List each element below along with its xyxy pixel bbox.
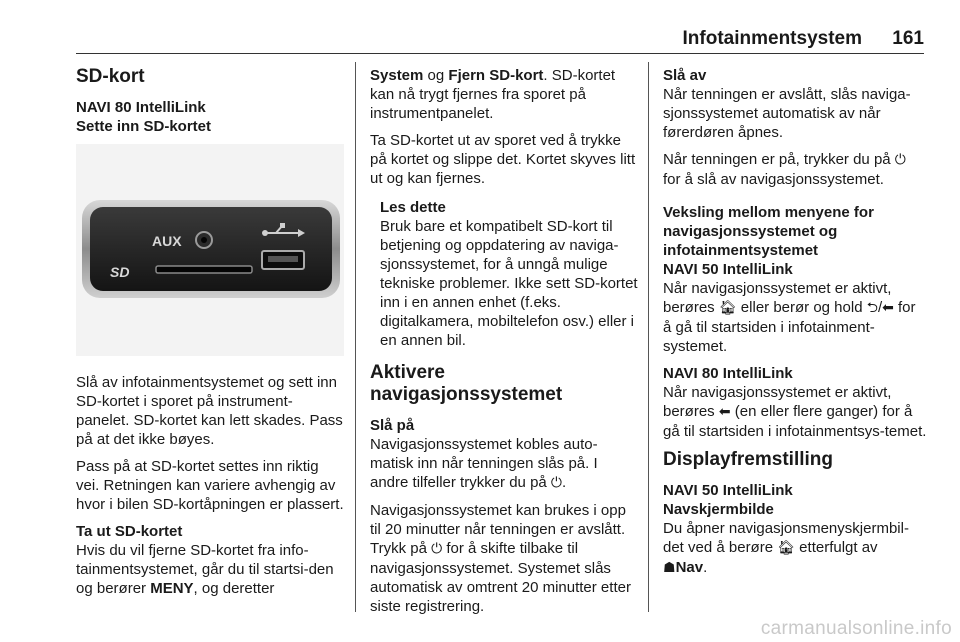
text: Når tenningen er på, trykker du på bbox=[663, 151, 895, 168]
text: Navigasjonssystemet kobles auto-matisk inn når tenningen slås på. I andre tilfeller trykker du på bbox=[370, 436, 598, 491]
menu-keyword: MENY bbox=[150, 580, 194, 597]
nav-keyword: Nav bbox=[675, 559, 704, 576]
remove-heading: Ta ut SD-kortet bbox=[76, 523, 183, 540]
paragraph: Når tenningen er avslått, slås naviga-sjonssystemet automatisk av når førerdøren åpnes. bbox=[663, 86, 911, 141]
aux-label: AUX bbox=[152, 233, 182, 249]
text: , og deretter bbox=[193, 580, 275, 597]
on-heading: Slå på bbox=[370, 417, 415, 434]
text: Når navigasjonssystemet er aktivt, berøres bbox=[663, 280, 892, 316]
paragraph bbox=[663, 383, 927, 441]
text: Du åpner navigasjonsmenyskjermbil-det ved å berøre bbox=[663, 520, 909, 556]
note-box bbox=[380, 198, 638, 350]
power-icon: ⏻ bbox=[894, 152, 906, 168]
navi-50-label: NAVI 50 IntelliLink bbox=[663, 482, 793, 499]
text: etterfulgt av bbox=[795, 539, 878, 556]
navi-50-label: NAVI 50 IntelliLink bbox=[663, 261, 793, 278]
paragraph bbox=[663, 150, 927, 189]
paragraph bbox=[663, 279, 927, 356]
text: Hvis du vil fjerne SD-kortet fra info-tainmentsystemet, går du til startsi-den og berører bbox=[76, 542, 334, 597]
switch-heading: Veksling mellom menyene for navigasjonssystemet og infotainmentsystemet bbox=[663, 204, 874, 259]
column-3 bbox=[663, 66, 927, 586]
left-arrow-icon: ⬅ bbox=[882, 300, 894, 316]
paragraph bbox=[370, 435, 638, 493]
back-arrow-icon: ⮌ bbox=[866, 300, 878, 316]
off-heading: Slå av bbox=[663, 67, 707, 84]
paragraph: Ta SD-kortet ut av sporet ved å trykke på kortet og slippe det. Kortet skyves litt ut og kan fjernes. bbox=[370, 132, 636, 187]
system-keyword: System bbox=[370, 67, 424, 84]
sd-slot-illustration bbox=[76, 144, 344, 356]
left-arrow-icon: ⬅ bbox=[718, 404, 731, 420]
note-text: Bruk bare et kompatibelt SD-kort til betjening og oppdatering av naviga-sjonssystemet, for å unngå mulige tekniske problemer. Ikke sett SD-kortet inn i en annen enhet (f.eks. digitalkamera, mobiltelefon osv.) eller i en annen bil. bbox=[380, 218, 638, 349]
nav-screen-heading: Navskjermbilde bbox=[663, 501, 774, 518]
navigation-icon: ☗ bbox=[663, 560, 676, 576]
page-header bbox=[76, 28, 924, 52]
text: / bbox=[877, 299, 883, 316]
navi-80-label: NAVI 80 IntelliLink bbox=[76, 99, 206, 116]
column-2 bbox=[370, 66, 638, 624]
paragraph: Pass på at SD-kortet settes inn riktig vei. Retningen kan variere avhengig av hvor i bilen SD-kortåpningen er plassert. bbox=[76, 458, 344, 513]
sd-label: SD bbox=[110, 264, 130, 280]
navi-80-label: NAVI 80 IntelliLink bbox=[663, 365, 793, 382]
power-icon: ⏻ bbox=[550, 475, 562, 491]
column-1 bbox=[76, 66, 344, 606]
note-title: Les dette bbox=[380, 199, 446, 216]
text: og bbox=[423, 67, 449, 84]
power-icon: ⏻ bbox=[431, 541, 443, 557]
sd-card-slot bbox=[156, 266, 252, 273]
text: eller berør og hold bbox=[736, 299, 867, 316]
paragraph bbox=[76, 541, 344, 598]
paragraph bbox=[370, 66, 638, 123]
remove-sd-keyword: Fjern SD-kort bbox=[448, 67, 544, 84]
section-title-sd-card: SD-kort bbox=[76, 66, 145, 87]
paragraph bbox=[370, 501, 638, 616]
insert-heading: Sette inn SD-kortet bbox=[76, 118, 212, 135]
text: . SD-kortet kan nå trygt fjernes fra sporet på instrumentpanelet. bbox=[370, 67, 616, 122]
text: for å skifte tilbake til navigasjonssystemet. Systemet slås automatisk av omtrent 20 minutter etter siste registrering. bbox=[370, 540, 631, 615]
sd-slot-photo bbox=[76, 144, 344, 356]
text: . bbox=[703, 559, 708, 576]
page-number: 161 bbox=[892, 28, 924, 49]
column-divider bbox=[355, 62, 356, 612]
text: . bbox=[562, 474, 567, 491]
header-rule bbox=[76, 53, 924, 54]
home-icon: 🏠︎ bbox=[718, 300, 737, 316]
home-icon: 🏠︎ bbox=[777, 540, 796, 556]
text: Navigasjonssystemet kan brukes i opp til 20 minutter når tenningen er avslått. Trykk på bbox=[370, 502, 626, 557]
text: (en eller flere ganger) for å gå til startsiden i infotainmentsys-temet. bbox=[663, 403, 927, 440]
paragraph: Slå av infotainmentsystemet og sett inn SD-kortet i sporet på instrument-panelet. SD-kortet kan lett skades. Pass på at det ikke bøyes. bbox=[76, 374, 343, 448]
watermark: carmanualsonline.info bbox=[760, 618, 952, 639]
text: Når navigasjonssystemet er aktivt, berøres bbox=[663, 384, 892, 420]
paragraph bbox=[663, 519, 927, 578]
text: for å slå av navigasjonssystemet. bbox=[663, 171, 884, 188]
page-title: Infotainmentsystem bbox=[682, 28, 862, 49]
column-divider bbox=[648, 62, 649, 612]
text: for å gå til startsiden i infotainment-systemet. bbox=[663, 299, 916, 355]
section-title-display: Displayfremstilling bbox=[663, 449, 833, 470]
section-title-activate: Aktivere navigasjonssystemet bbox=[370, 362, 563, 405]
